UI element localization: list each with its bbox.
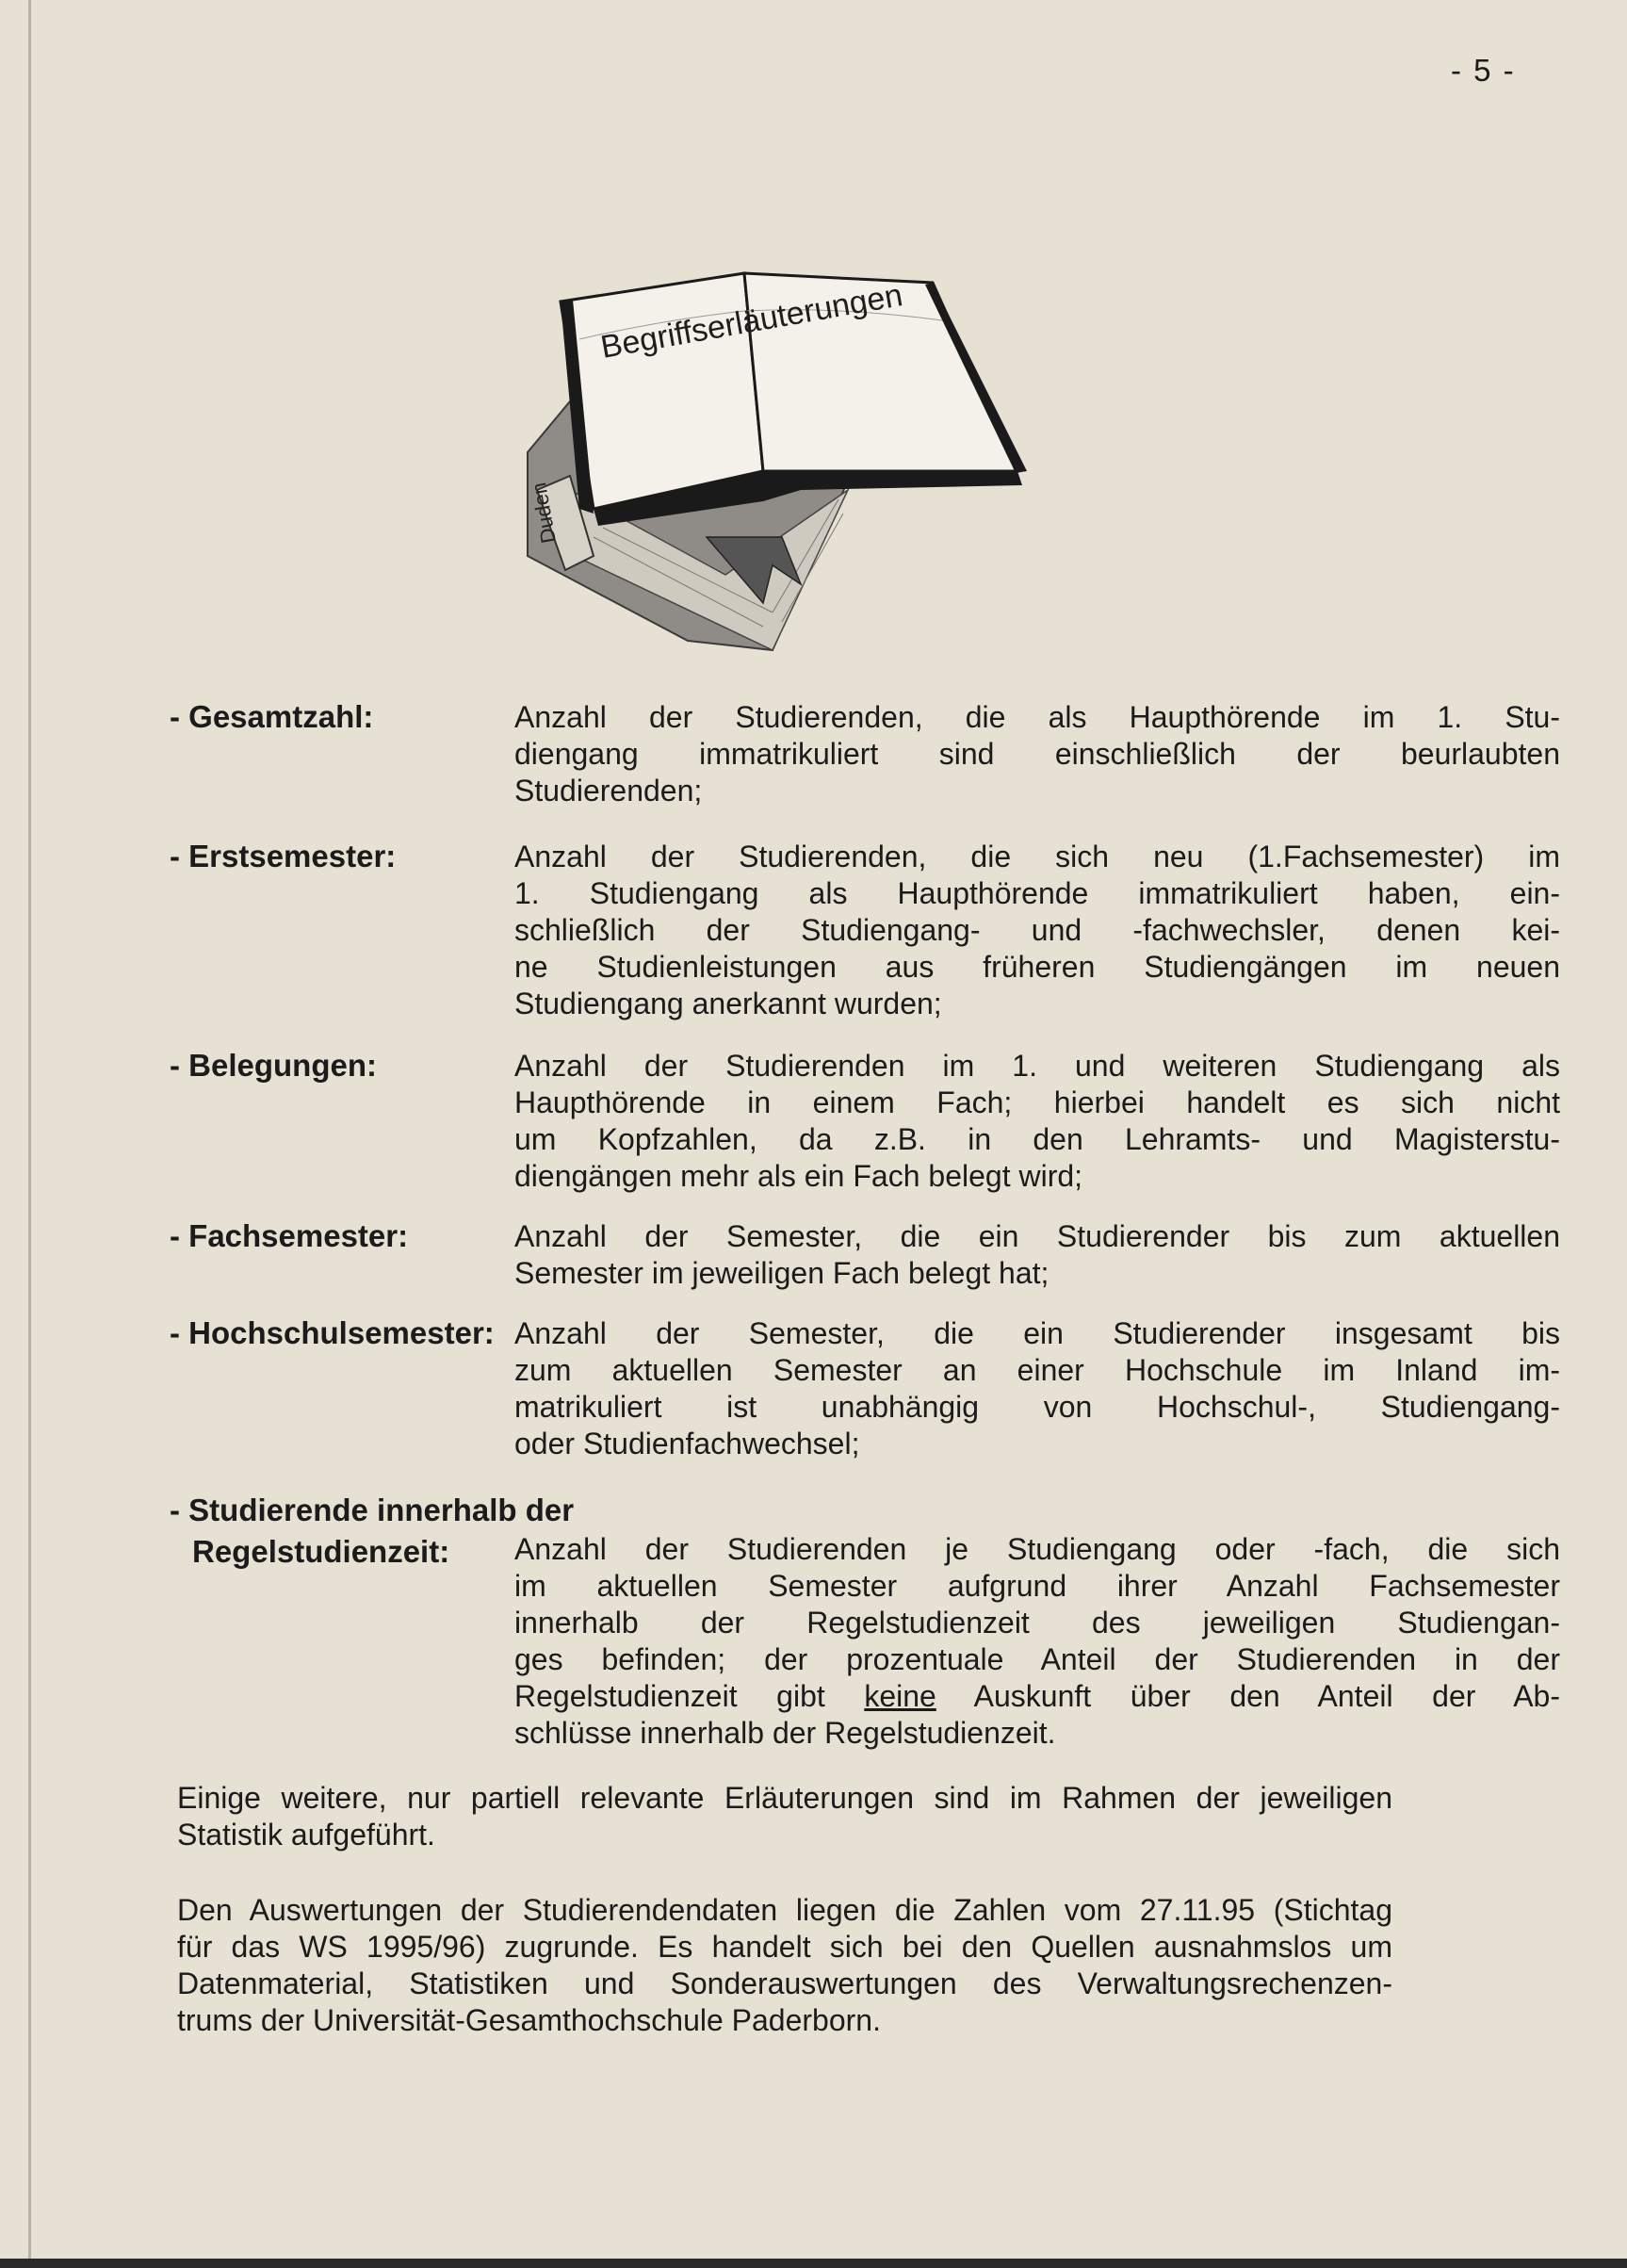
definition-hochschulsemester [170, 1315, 1560, 1466]
definition-belegungen [170, 1048, 1560, 1199]
term-description [514, 1315, 1560, 1462]
term-label-line1: - Studierende innerhalb der [170, 1493, 575, 1527]
definition-erstsemester [170, 839, 1560, 1027]
paragraph-data-sources [177, 1892, 1392, 2039]
term-description [514, 1048, 1560, 1195]
paragraph-line: Datenmaterial, Statistiken und Sonderauswertungen des Verwaltungsrechenzen- [177, 1966, 1392, 2000]
definition-fachsemester [170, 1218, 1560, 1298]
page-bottom-edge [0, 2259, 1627, 2268]
description-line: ne Studienleistungen aus früheren Studiengängen im neuen [514, 950, 1560, 984]
line-text: Regelstudienzeit gibt [514, 1679, 865, 1713]
paragraph-line: Statistik aufgeführt. [177, 1818, 435, 1852]
definition-gesamtzahl [170, 699, 1560, 822]
description-line: diengang immatrikuliert sind einschließlich der beurlaubten [514, 737, 1560, 771]
description-line: Anzahl der Semester, die ein Studierender bis zum aktuellen [514, 1219, 1560, 1253]
paragraph-line: Einige weitere, nur partiell relevante Erläuterungen sind im Rahmen der jeweiligen [177, 1781, 1392, 1815]
term-label: - Erstsemester: [170, 839, 397, 873]
term-label: - Belegungen: [170, 1048, 377, 1083]
term-label: - Hochschulsemester: [170, 1315, 495, 1350]
paragraph-line: Den Auswertungen der Studierendendaten liegen die Zahlen vom 27.11.95 (Stichtag [177, 1893, 1392, 1927]
description-line: zum aktuellen Semester an einer Hochschule im Inland im- [514, 1353, 1560, 1387]
description-line: Studiengang anerkannt wurden; [514, 987, 942, 1020]
description-line: Anzahl der Studierenden im 1. und weiteren Studiengang als [514, 1049, 1560, 1083]
description-line: Haupthörende in einem Fach; hierbei handelt es sich nicht [514, 1085, 1560, 1119]
illustration-title: Begriffserläuterungen [597, 277, 905, 366]
description-line [514, 1678, 1560, 1715]
description-line: oder Studienfachwechsel; [514, 1427, 860, 1460]
description-line: innerhalb der Regelstudienzeit des jeweiligen Studiengan- [514, 1606, 1560, 1640]
term-description [514, 1218, 1560, 1292]
description-line: schlüsse innerhalb der Regelstudienzeit. [514, 1716, 1056, 1750]
term-description [514, 839, 1560, 1022]
description-line: Studierenden; [514, 774, 703, 808]
underlined-word: keine [864, 1679, 936, 1713]
description-line: diengängen mehr als ein Fach belegt wird; [514, 1159, 1083, 1193]
term-description [514, 1531, 1560, 1752]
description-line: Anzahl der Semester, die ein Studierender insgesamt bis [514, 1316, 1560, 1350]
term-description [514, 699, 1560, 809]
description-line: matrikuliert ist unabhängig von Hochschul-, Studiengang- [514, 1390, 1560, 1424]
description-line: Semester im jeweiligen Fach belegt hat; [514, 1256, 1049, 1290]
page-edge [28, 0, 31, 2268]
description-line: um Kopfzahlen, da z.B. in den Lehramts- und Magisterstu- [514, 1122, 1560, 1156]
description-line: schließlich der Studiengang- und -fachwechsler, denen kei- [514, 913, 1560, 947]
term-label: - Fachsemester: [170, 1218, 409, 1253]
page-number: - 5 - [1451, 53, 1516, 88]
description-line: ges befinden; der prozentuale Anteil der Studierenden in der [514, 1642, 1560, 1676]
term-label: - Gesamtzahl: [170, 699, 374, 734]
book-illustration [490, 254, 1055, 688]
paragraph-further-explanations [177, 1780, 1392, 1853]
description-line: 1. Studiengang als Haupthörende immatrikuliert haben, ein- [514, 876, 1560, 910]
paragraph-line: für das WS 1995/96) zugrunde. Es handelt sich bei den Quellen ausnahmslos um [177, 1930, 1392, 1964]
term-label-line2: Regelstudienzeit: [192, 1534, 450, 1569]
spine-label: Duden [527, 481, 561, 546]
description-line: Anzahl der Studierenden, die als Haupthörende im 1. Stu- [514, 700, 1560, 734]
description-line: im aktuellen Semester aufgrund ihrer Anzahl Fachsemester [514, 1569, 1560, 1603]
definition-regelstudienzeit [170, 1493, 1560, 1750]
description-line: Anzahl der Studierenden je Studiengang oder -fach, die sich [514, 1532, 1560, 1566]
paragraph-line: trums der Universität-Gesamthochschule Paderborn. [177, 2003, 881, 2037]
description-line: Anzahl der Studierenden, die sich neu (1.Fachsemester) im [514, 840, 1560, 873]
line-text: Auskunft über den Anteil der Ab- [936, 1679, 1560, 1713]
term-label [170, 1493, 574, 1570]
